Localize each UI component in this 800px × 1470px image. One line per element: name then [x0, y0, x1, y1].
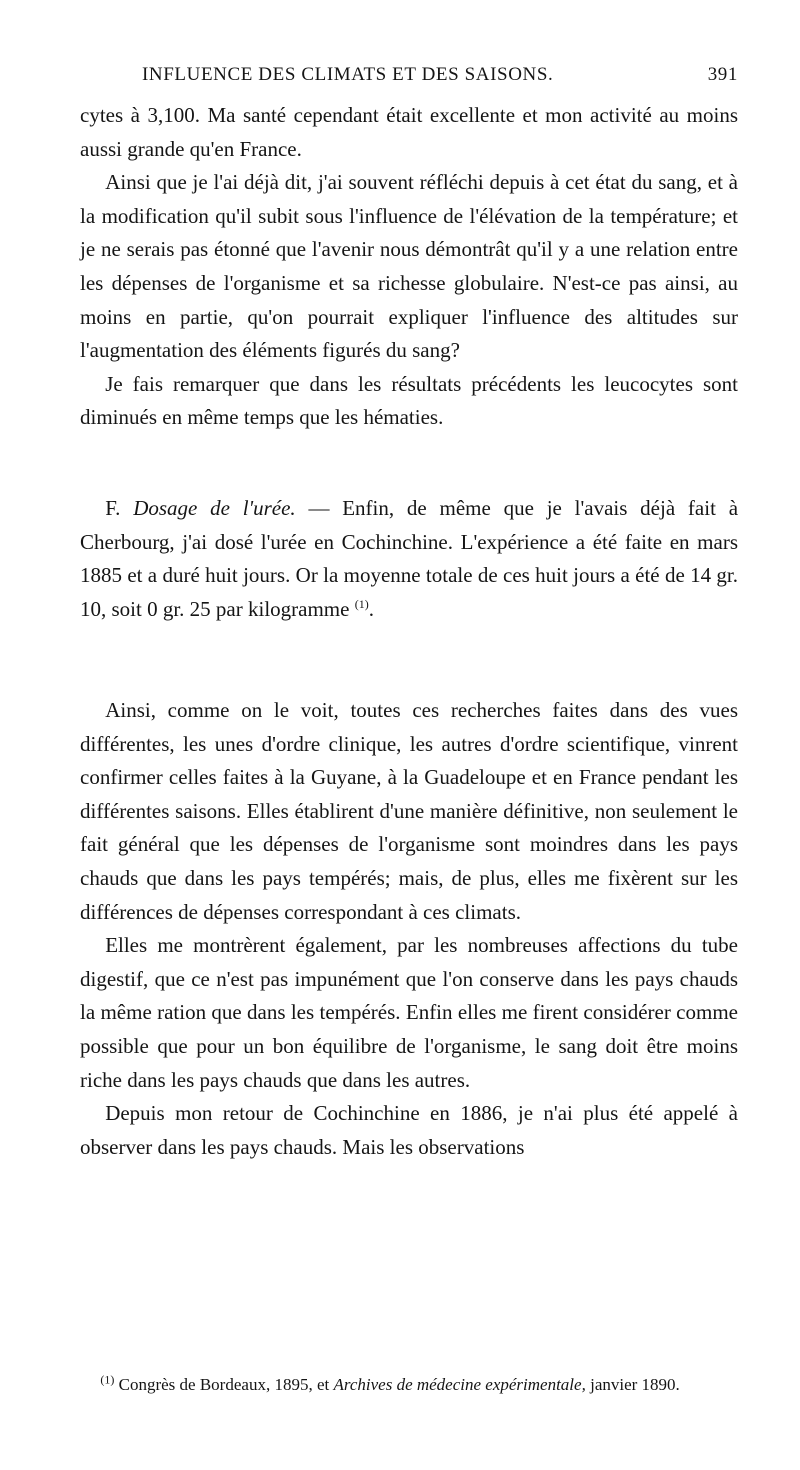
paragraph-conclusion-1: Ainsi, comme on le voit, toutes ces recherches faites dans des vues différentes, les unes d'ordre clinique, les autres d'ordre scientifique, vinrent confirmer celles faites à la Guyane, à la Guadeloupe et en France pendant les différentes saisons. Elles établirent d'une manière définitive, non seulement le fait général que les dépenses de l'organisme sont moindres dans les pays chauds que dans les pays tempérés; mais, de plus, elles me fixèrent sur les différences de dépenses correspondant à ces climats.: [80, 698, 738, 924]
footnote-text-after: janvier 1890.: [590, 1375, 680, 1394]
text-block-conclusion: [80, 694, 738, 1164]
paragraph-conclusion-2: Elles me montrèrent également, par les nombreuses affections du tube digestif, que ce n'est pas impunément que l'on conserve dans les pays chauds la même ration que dans les tempérés. Enfin elles me firent considérer comme possible que pour un bon équilibre de l'organisme, le sang doit être moins riche dans les pays chauds que dans les autres.: [80, 933, 738, 1092]
section-f-dash: —: [308, 496, 330, 520]
section-f-end: .: [368, 596, 374, 621]
paragraph-leucocytes: Je fais remarquer que dans les résultats précédents les leucocytes sont diminués en même temps que les hématies.: [80, 371, 738, 430]
footnote-text-before: Congrès de Bordeaux, 1895, et: [118, 1375, 330, 1394]
footnote-reference: (1): [354, 596, 369, 611]
footnote-marker: (1): [100, 1372, 115, 1387]
paragraph-conclusion-3: Depuis mon retour de Cochinchine en 1886, je n'ai plus été appelé à observer dans les pays chauds. Mais les observations: [80, 1101, 738, 1159]
section-f-label: F.: [105, 496, 121, 520]
page-header: [80, 60, 738, 94]
section-f: [80, 492, 738, 626]
footnote-journal: Archives de médecine expérimentale,: [333, 1375, 586, 1394]
section-f-paragraph: [80, 492, 738, 626]
section-f-text: Enfin, de même que je l'avais déjà fait à Cherbourg, j'ai dosé l'urée en Cochinchine. L'expérience a été faite en mars 1885 et a duré huit jours. Or la moyenne totale de ces huit jours a été de 14 gr. 10, soit 0 gr. 25 par kilogramme: [80, 496, 739, 621]
paragraph-blood-state: Ainsi que je l'ai déjà dit, j'ai souvent réfléchi depuis à cet état du sang, et à la modification qu'il subit sous l'influence de l'élévation de la température; et je ne serais pas étonné que l'avenir nous démontrât qu'il y a une relation entre les dépenses de l'organisme et sa richesse globulaire. N'est-ce pas ainsi, au moins en partie, qu'on pourrait expliquer l'influence des altitudes sur l'augmentation des éléments figurés du sang?: [80, 170, 738, 363]
running-title: INFLUENCE DES CLIMATS ET DES SAISONS.: [142, 64, 554, 85]
paragraph-continuation: cytes à 3,100. Ma santé cependant était excellente et mon activité au moins aussi grande qu'en France.: [80, 103, 738, 161]
footnote: [80, 1372, 738, 1398]
text-block-top: [80, 99, 738, 435]
section-f-title: Dosage de l'urée.: [133, 496, 296, 520]
page-number: 391: [707, 64, 738, 85]
